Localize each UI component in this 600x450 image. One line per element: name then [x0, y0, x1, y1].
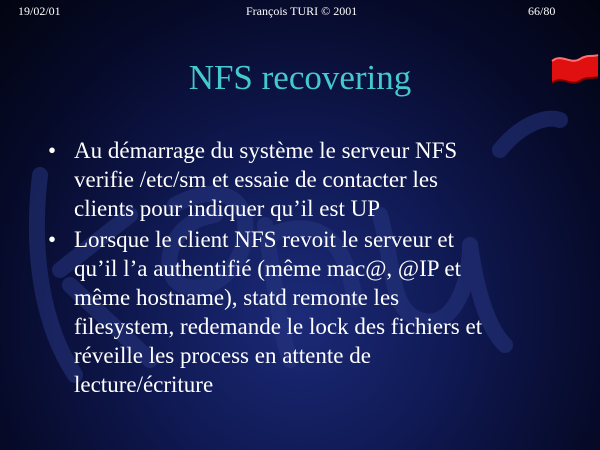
- slide-title: NFS recovering: [188, 58, 412, 97]
- bullet-text-line: qu’il l’a authentifié (même mac@, @IP et: [74, 256, 462, 281]
- bullet-symbol: •: [48, 138, 57, 163]
- bullet-text-line: réveille les process en attente de: [74, 343, 371, 368]
- bullet-item: [48, 136, 568, 223]
- header-page-number: 66/80: [528, 4, 556, 18]
- bullet-item: [48, 225, 568, 399]
- header-author: François TURI © 2001: [246, 4, 358, 18]
- bullet-text-line: clients pour indiquer qu’il est UP: [74, 196, 380, 221]
- bullet-text-line: Lorsque le client NFS revoit le serveur et: [74, 227, 455, 252]
- bullet-text-line: même hostname), statd remonte les: [74, 285, 400, 310]
- bullet-text-line: lecture/écriture: [74, 372, 214, 397]
- bullet-text-line: filesystem, redemande le lock des fichiers et: [74, 314, 483, 339]
- bullet-list: [48, 136, 568, 401]
- bullet-text-line: Au démarrage du système le serveur NFS: [74, 138, 458, 163]
- bullet-symbol: •: [48, 227, 57, 252]
- header-date: 19/02/01: [18, 4, 61, 18]
- bullet-text-line: verifie /etc/sm et essaie de contacter les: [74, 167, 438, 192]
